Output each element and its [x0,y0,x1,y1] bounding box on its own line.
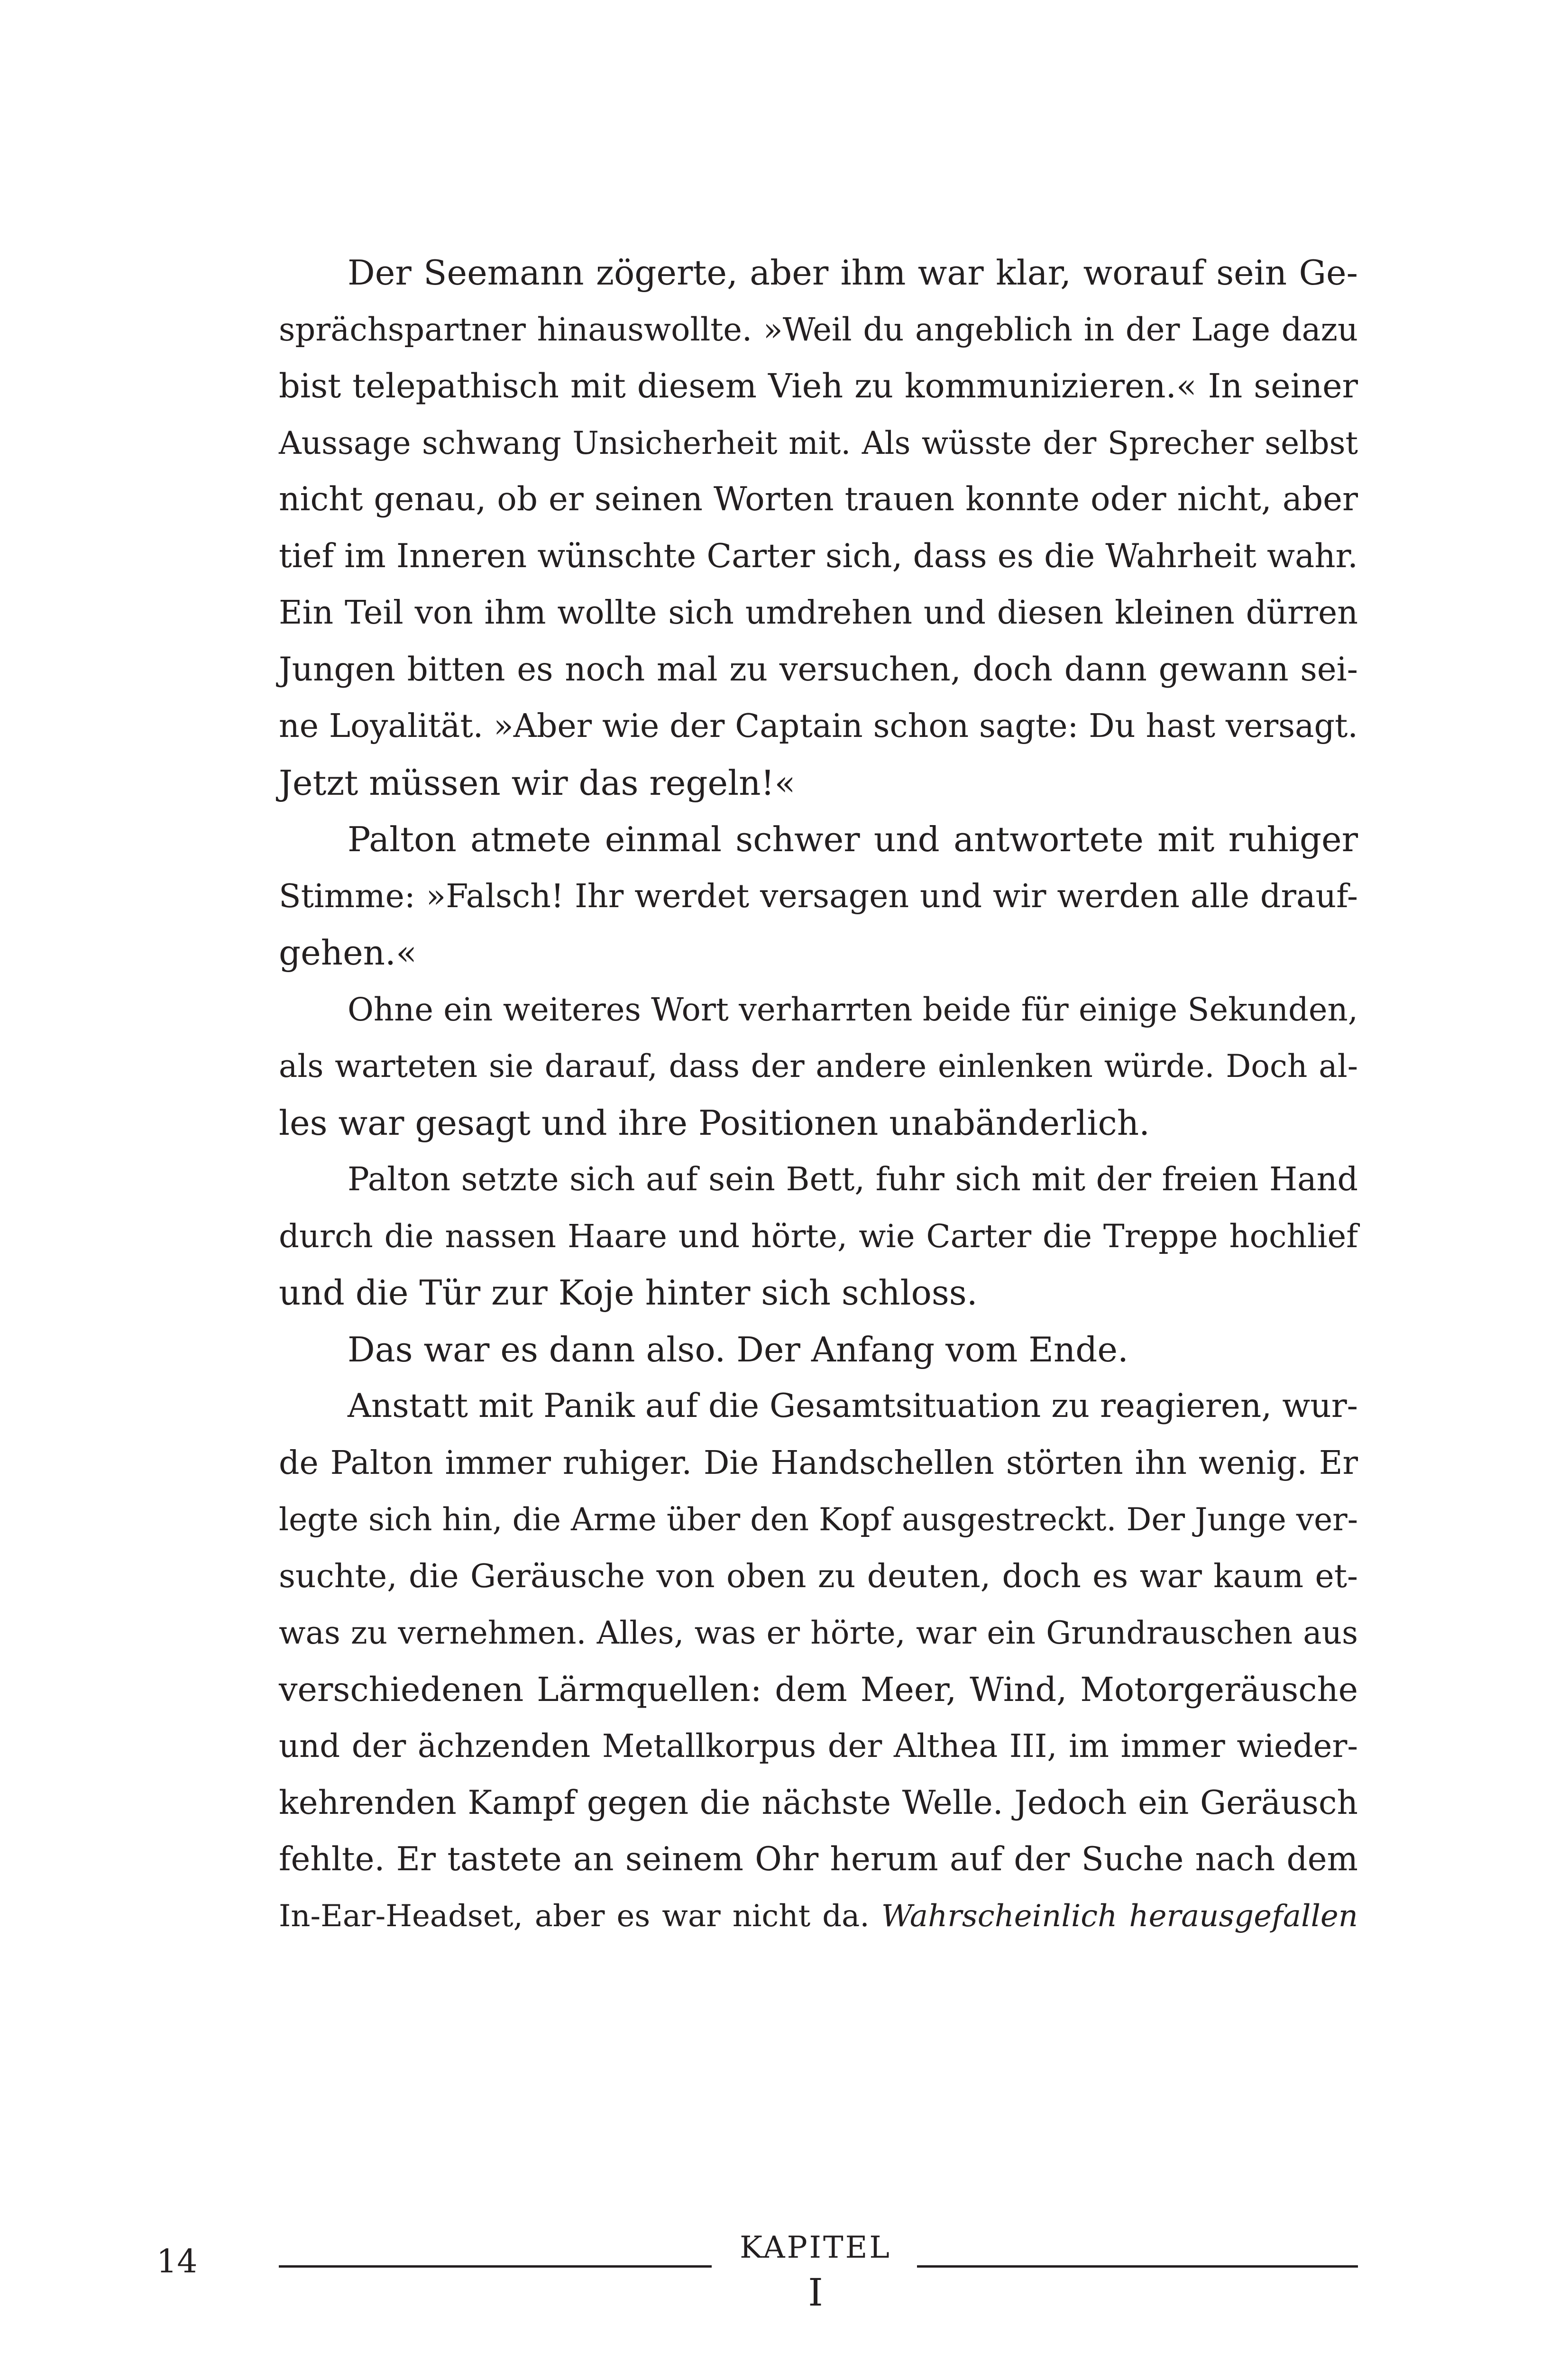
text-line: Palton setzte sich auf sein Bett, fuhr sich mit der freien Hand [348,1161,1358,1198]
text-line: verschiedenen Lärmquellen: dem Meer, Wind, Motorgeräusche [279,1670,1358,1709]
footer-rule-right [917,2265,1358,2268]
text-line: Palton atmete einmal schwer und antwortete mit ruhiger [348,819,1358,859]
text-line: ne Loyalität. »Aber wie der Captain schon sagte: Du hast versagt. [279,708,1358,745]
text-line: Ohne ein weiteres Wort verharrten beide für einige Sekunden, [348,991,1358,1028]
text-line: Ein Teil von ihm wollte sich umdrehen und diesen kleinen dürren [279,594,1358,632]
text-line: kehrenden Kampf gegen die nächste Welle. Jedoch ein Geräusch [279,1783,1358,1822]
text-line: Anstatt mit Panik auf die Gesamtsituation zu reagieren, wur- [348,1387,1358,1425]
text-line: gehen.« [279,933,417,973]
text-line: Das war es dann also. Der Anfang vom Ende. [348,1329,1128,1369]
text-line: Jungen bitten es noch mal zu versuchen, doch dann gewann sei- [279,650,1358,689]
text-line: Jetzt müssen wir das regeln!« [279,763,796,803]
chapter-number: I [808,2270,823,2315]
text-line: was zu vernehmen. Alles, was er hörte, war ein Grundrauschen aus [279,1615,1358,1651]
text-line-final [279,1888,1358,1945]
text-line: Der Seemann zögerte, aber ihm war klar, worauf sein Ge- [348,253,1358,293]
text-line: und die Tür zur Koje hinter sich schloss. [279,1273,978,1313]
text-line: Aussage schwang Unsicherheit mit. Als wüsste der Sprecher selbst [279,424,1358,461]
chapter-label: KAPITEL [740,2230,891,2265]
text-line: und der ächzenden Metallkorpus der Althea III, im immer wieder- [279,1728,1358,1764]
final-line-italic-text: Wahrscheinlich herausgefallen [881,1898,1358,1934]
text-line: les war gesagt und ihre Positionen unabänderlich. [279,1103,1150,1143]
footer-rule-left [279,2265,712,2268]
text-line: als warteten sie darauf, dass der andere einlenken würde. Doch al- [279,1048,1358,1084]
text-line: legte sich hin, die Arme über den Kopf ausgestreckt. Der Junge ver- [279,1501,1358,1538]
text-line: nicht genau, ob er seinen Worten trauen konnte oder nicht, aber [279,480,1358,518]
text-line: bist telepathisch mit diesem Vieh zu kommunizieren.« In seiner [279,367,1358,405]
text-line: sprächspartner hinauswollte. »Weil du angeblich in der Lage dazu [279,311,1358,348]
body-text [279,245,1358,1945]
text-line: de Palton immer ruhiger. Die Handschellen störten ihn wenig. Er [279,1444,1358,1482]
text-line: durch die nassen Haare und hörte, wie Carter die Treppe hochlief [279,1217,1358,1255]
text-line: fehlte. Er tastete an seinem Ohr herum auf der Suche nach dem [279,1840,1358,1878]
text-line: suchte, die Geräusche von oben zu deuten, doch es war kaum et- [279,1557,1358,1595]
text-line: Stimme: »Falsch! Ihr werdet versagen und wir werden alle drauf- [279,877,1358,915]
page-number: 14 [156,2243,198,2280]
final-line-text: In-Ear-Headset, aber es war nicht da. [279,1898,881,1934]
text-line: tief im Inneren wünschte Carter sich, dass es die Wahrheit wahr. [279,537,1358,575]
